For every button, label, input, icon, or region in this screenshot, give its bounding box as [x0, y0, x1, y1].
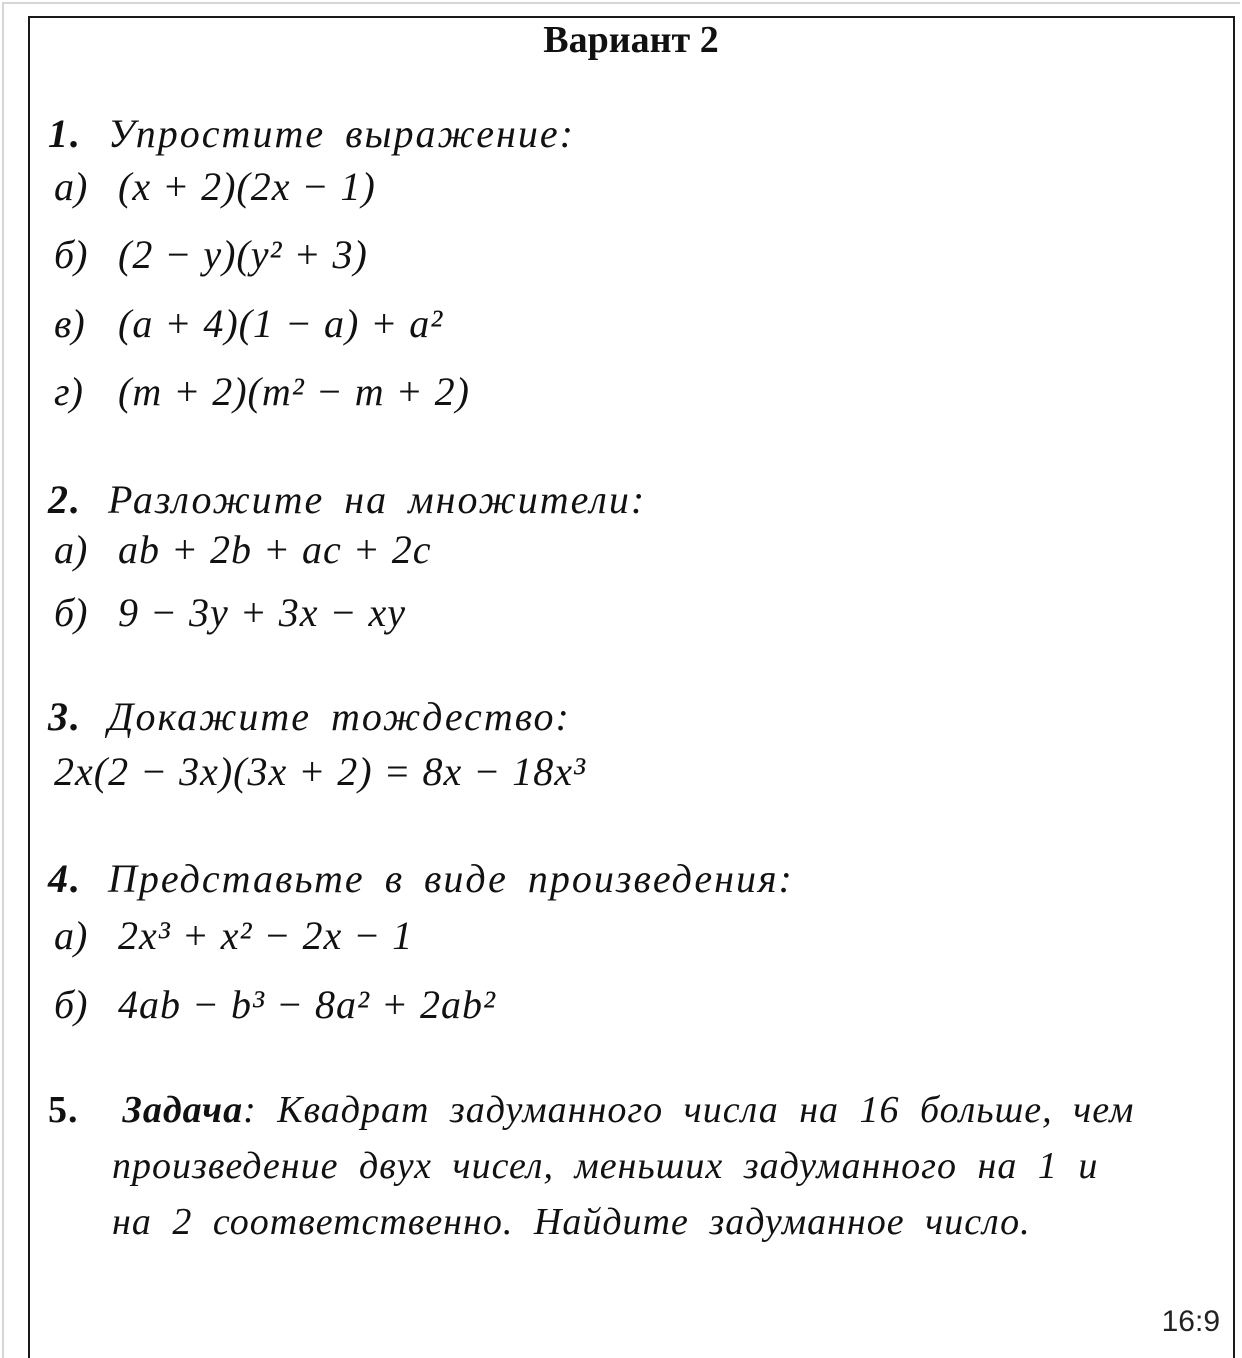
table-border-right — [1233, 16, 1235, 1358]
item-label: б) — [54, 590, 88, 635]
task-text-1: : Квадрат задуманного числа на 16 больше, чем — [243, 1089, 1135, 1131]
section-3-number: 3. — [48, 694, 82, 739]
item-expression: (2 − y)(y² + 3) — [118, 232, 368, 277]
item-label: б) — [54, 232, 88, 277]
aspect-ratio-badge: 16:9 — [1161, 1305, 1220, 1338]
section-1-title: Упростите выражение: — [108, 111, 575, 156]
item-expression: (m + 2)(m² − m + 2) — [118, 369, 470, 414]
section-1-item-a — [54, 163, 376, 210]
variant-title: Вариант 2 — [543, 19, 719, 61]
section-4-number: 4. — [48, 856, 82, 901]
section-3-title: Докажите тождество: — [108, 694, 571, 739]
section-1-item-d — [54, 368, 470, 415]
item-expression: 2x³ + x² − 2x − 1 — [118, 913, 414, 958]
section-3-heading — [48, 693, 571, 740]
table-border-left — [28, 16, 30, 1358]
task-line-3: на 2 соответственно. Найдите задуманное число. — [112, 1201, 1031, 1243]
task-line-1 — [48, 1088, 1134, 1132]
item-label: б) — [54, 982, 88, 1027]
section-1-item-b — [54, 231, 368, 278]
item-label: а) — [54, 527, 88, 572]
section-2-heading — [48, 476, 646, 523]
section-2-number: 2. — [48, 477, 82, 522]
section-1-number: 1. — [48, 111, 82, 156]
item-expression: (a + 4)(1 − a) + a² — [118, 301, 444, 346]
item-expression: (x + 2)(2x − 1) — [118, 164, 376, 209]
section-1-heading — [48, 110, 575, 157]
section-4-item-a — [54, 912, 413, 959]
item-expression: 4ab − b³ − 8a² + 2ab² — [118, 982, 496, 1027]
item-expression: 9 − 3y + 3x − xy — [118, 590, 406, 635]
section-2-title: Разложите на множители: — [108, 477, 647, 522]
item-expression: ab + 2b + ac + 2c — [118, 527, 432, 572]
item-label: в) — [54, 301, 85, 346]
task-label: Задача — [122, 1089, 244, 1131]
task-line-2: произведение двух чисел, меньших задуманного на 1 и — [112, 1145, 1099, 1187]
item-label: а) — [54, 164, 88, 209]
section-4-title: Представьте в виде произведения: — [108, 856, 794, 901]
item-label: а) — [54, 913, 88, 958]
item-label: г) — [54, 369, 83, 414]
section-1-item-c — [54, 300, 443, 347]
section-4-item-b — [54, 981, 496, 1028]
identity-expression: 2x(2 − 3x)(3x + 2) = 8x − 18x³ — [54, 749, 587, 794]
task-number: 5. — [48, 1089, 79, 1131]
section-4-heading — [48, 855, 794, 902]
section-2-item-b — [54, 589, 406, 636]
section-2-item-a — [54, 526, 431, 573]
